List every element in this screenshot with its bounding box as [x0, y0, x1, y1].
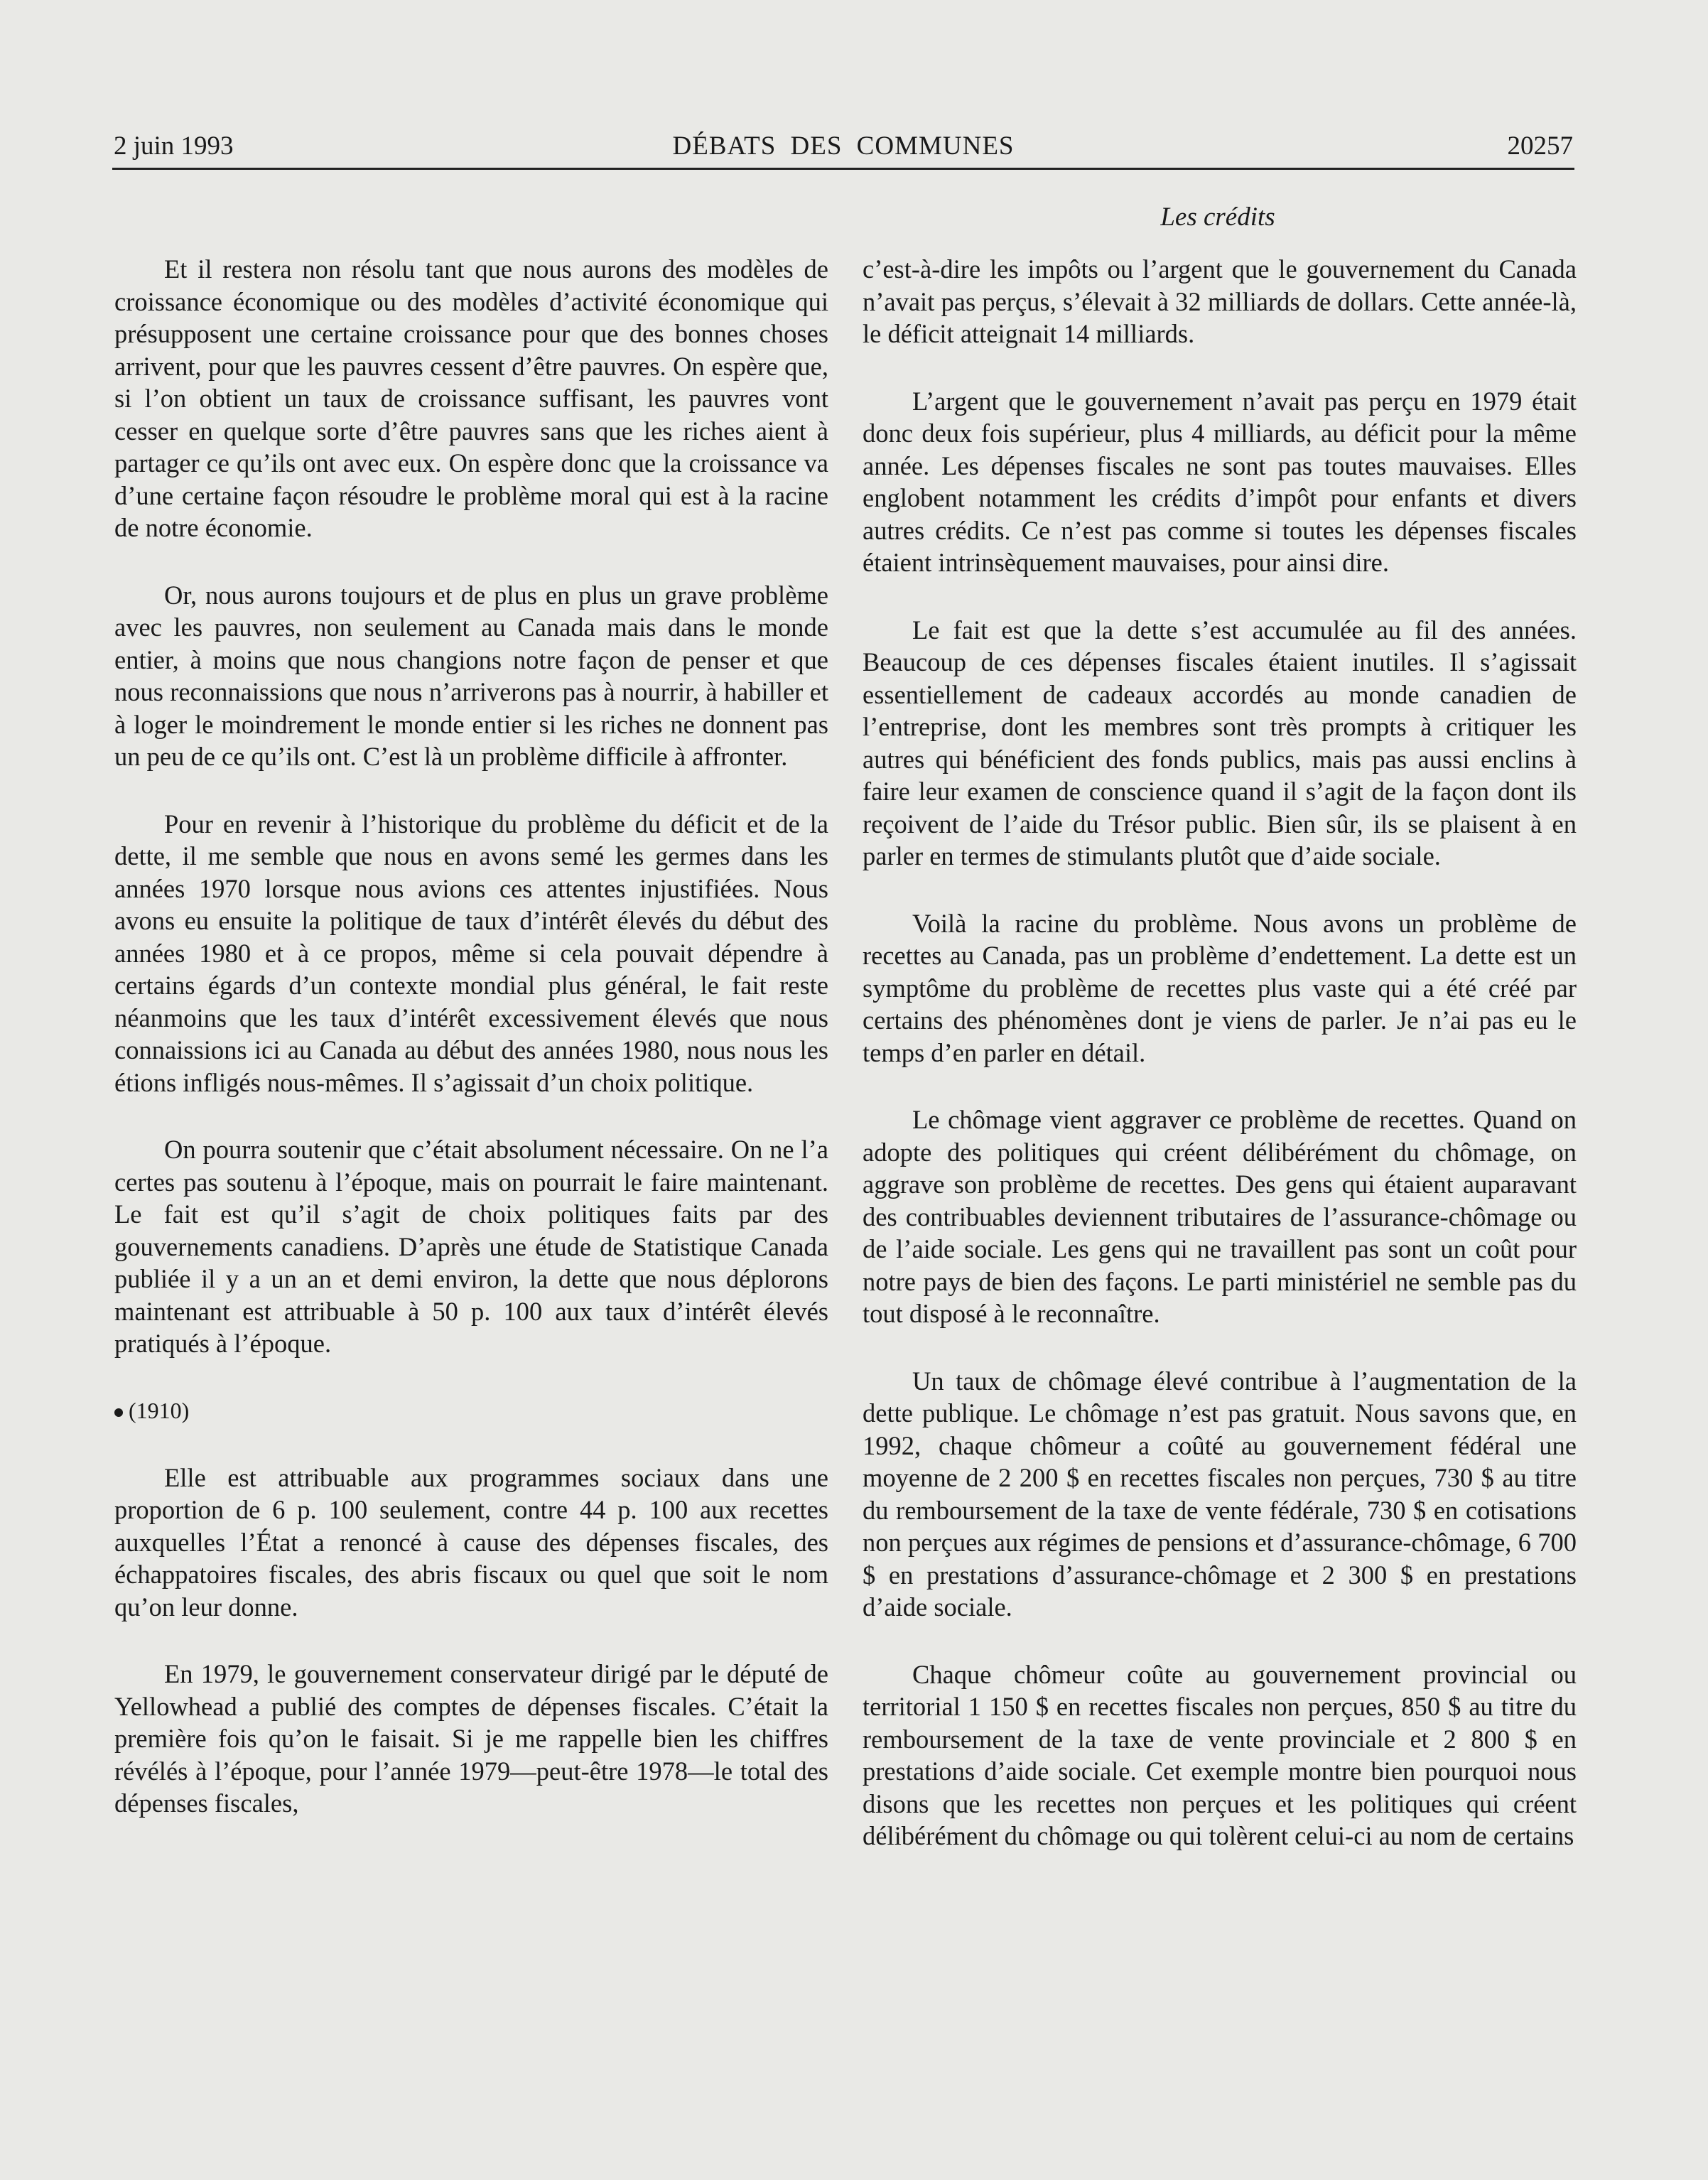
paragraph: Or, nous aurons toujours et de plus en plus un grave problème avec les pauvres, non seulement au Canada mais dans le monde entier, à moins que nous changions notre façon de penser et que nous reconnaissions que nous n’arriverons pas à nourrir, à habiller et à loger le moindrement le monde entier si les riches ne donnent pas un peu de ce qu’ils ont. C’est là un problème difficile à affronter. — [114, 580, 828, 771]
header-title: DÉBATS DES COMMUNES — [672, 131, 1015, 161]
time-marker — [114, 1395, 828, 1427]
paragraph: Le fait est que la dette s’est accumulée au fil des années. Beaucoup de ces dépenses fiscales étaient inutiles. Il s’agissait essentiellement de cadeaux accordés au monde canadien de l’entreprise, dont les membres sont très prompts à critiquer les autres qui bénéficient des fonds publics, mais pas aussi enclins à faire leur examen de conscience quand il s’agit de la façon dont ils reçoivent de l’aide du Trésor public. Bien sûr, ils se plaisent à en parler en termes de stimulants plutôt que d’aide sociale. — [863, 615, 1577, 870]
paragraph: Chaque chômeur coûte au gouvernement provincial ou territorial 1 150 $ en recettes fiscales non perçues, 850 $ au titre du remboursement de la taxe de vente provinciale et 2 800 $ en prestations d’aide sociale. Cet exemple montre bien pourquoi nous disons que les recettes non perçues et les politiques qui créent délibérément du chômage ou qui tolèrent celui-ci au nom de certains — [863, 1659, 1577, 1850]
page-header — [114, 125, 1573, 168]
bullet-icon — [114, 1408, 123, 1417]
paragraph: Elle est attribuable aux programmes sociaux dans une proportion de 6 p. 100 seulement, contre 44 p. 100 aux recettes auxquelles l’État a renoncé à cause des dépenses fiscales, des échappatoires fiscales, des abris fiscaux ou quel que soit le nom qu’on leur donne. — [114, 1462, 828, 1621]
paragraph: Le chômage vient aggraver ce problème de recettes. Quand on adopte des politiques qui créent délibérément du chômage, on aggrave son problème de recettes. Des gens qui étaient auparavant des contribuables deviennent tributaires de l’assurance-chômage ou de l’aide sociale. Les gens qui ne travaillent pas sont un coût pour notre pays de bien des façons. Le parti ministériel ne semble pas du tout disposé à le reconnaître. — [863, 1105, 1577, 1328]
paragraph: On pourra soutenir que c’était absolument nécessaire. On ne l’a certes pas soutenu à l’époque, mais on pourrait le faire maintenant. Le fait est qu’il s’agit de choix politiques faits par des gouvernements canadiens. D’après une étude de Statistique Canada publiée il y a un an et demi environ, la dette que nous déplorons maintenant est attribuable à 50 p. 100 aux taux d’intérêt élevés pratiqués à l’époque. — [114, 1135, 828, 1358]
section-label: Les crédits — [1160, 203, 1275, 232]
paragraph: Un taux de chômage élevé contribue à l’augmentation de la dette publique. Le chômage n’est pas gratuit. Nous savons que, en 1992, chaque chômeur a coûté au gouvernement fédéral une moyenne de 2 200 $ en recettes fiscales non perçues, 730 $ au titre du remboursement de la taxe de vente fédérale, 730 $ en cotisations non perçues aux régimes de pensions et d’assurance-chômage, 6 700 $ en prestations d’assurance-chômage et 2 300 $ en prestations d’aide sociale. — [863, 1366, 1577, 1621]
paragraph: Et il restera non résolu tant que nous aurons des modèles de croissance économique ou des modèles d’activité économique qui présupposent une certaine croissance pour que des bonnes choses arrivent, pour que les pauvres cessent d’être pauvres. On espère que, si l’on obtient un taux de croissance suffisant, les pauvres vont cesser en quelque sorte d’être pauvres sans que les riches aient à partager ce qu’ils ont avec eux. On espère donc que la croissance va d’une certaine façon résoudre le problème moral qui est à la racine de notre économie. — [114, 254, 828, 542]
paragraph: Pour en revenir à l’historique du problème du déficit et de la dette, il me semble que nous en avons semé les germes dans les années 1970 lorsque nous avions ces attentes injustifiées. Nous avons eu ensuite la politique de taux d’intérêt élevés du début des années 1980 et à ce propos, même si cela pouvait dépendre à certains égards d’un contexte mondial plus général, le fait reste néanmoins que les taux d’intérêt excessivement élevés que nous connaissions ici au Canada au début des années 1980, nous nous les étions infligés nous-mêmes. Il s’agissait d’un choix politique. — [114, 809, 828, 1097]
paragraph: Voilà la racine du problème. Nous avons un problème de recettes au Canada, pas un problème d’endettement. La dette est un symptôme du problème de recettes plus vaste qui a été créé par certains des phénomènes dont je viens de parler. Je n’ai pas eu le temps d’en parler en détail. — [863, 908, 1577, 1067]
paragraph: L’argent que le gouvernement n’avait pas perçu en 1979 était donc deux fois supérieur, plus 4 milliards, au déficit pour la même année. Les dépenses fiscales ne sont pas toutes mauvaises. Elles englobent notamment les crédits d’impôt pour enfants et divers autres crédits. Ce n’est pas comme si toutes les dépenses fiscales étaient intrinsèquement mauvaises, pour ainsi dire. — [863, 386, 1577, 577]
paragraph-continued: c’est-à-dire les impôts ou l’argent que le gouvernement du Canada n’avait pas perçus, s’élevait à 32 milliards de dollars. Cette année-là, le déficit atteignait 14 milliards. — [863, 254, 1577, 348]
left-column — [114, 253, 828, 1855]
header-rule — [112, 168, 1574, 170]
header-page-number: 20257 — [1507, 131, 1573, 161]
right-column — [863, 253, 1577, 1887]
time-marker-text: (1910) — [129, 1397, 190, 1423]
header-date: 2 juin 1993 — [114, 131, 234, 161]
paragraph: En 1979, le gouvernement conservateur dirigé par le député de Yellowhead a publié des comptes de dépenses fiscales. C’était la première fois qu’on le faisait. Si je me rappelle bien les chiffres révélés à l’époque, pour l’année 1979—peut-être 1978—le total des dépenses fiscales, — [114, 1659, 828, 1818]
